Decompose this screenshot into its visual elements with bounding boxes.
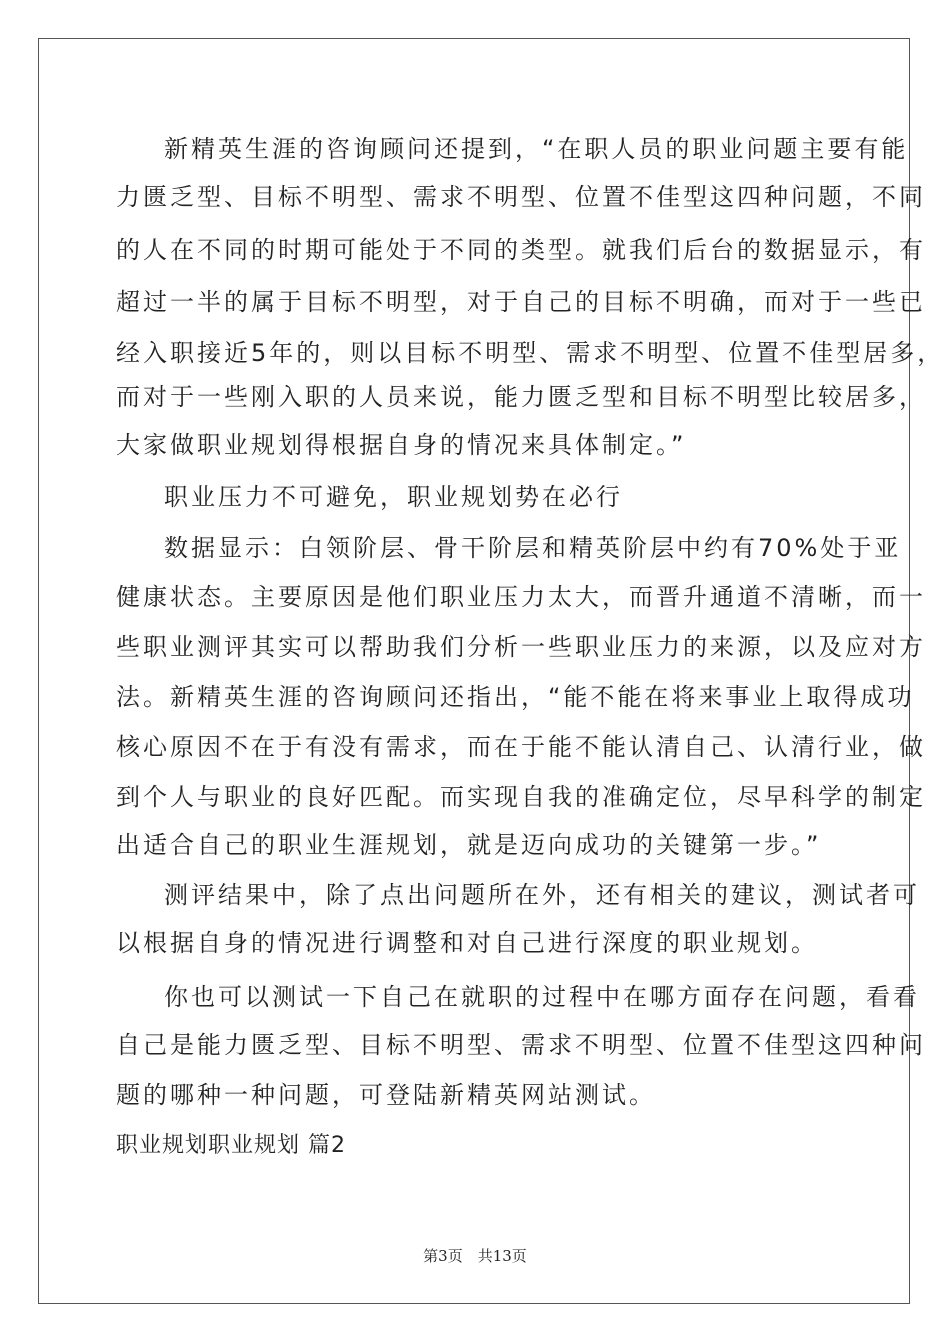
paragraph-1-line-5: 经入职接近5年的，则以目标不明型、需求不明型、位置不佳型居多， xyxy=(116,339,945,367)
paragraph-1-line-1: 新精英生涯的咨询顾问还提到，“在职人员的职业问题主要有能 xyxy=(164,135,909,163)
section-heading: 职业规划职业规划 篇2 xyxy=(116,1133,346,1158)
paragraph-1-line-2: 力匮乏型、目标不明型、需求不明型、位置不佳型这四种问题，不同 xyxy=(116,183,926,211)
paragraph-3-line-3: 些职业测评其实可以帮助我们分析一些职业压力的来源，以及应对方 xyxy=(116,633,926,661)
page-border xyxy=(38,38,910,1304)
paragraph-3-line-7: 出适合自己的职业生涯规划，就是迈向成功的关键第一步。” xyxy=(116,831,822,859)
paragraph-3-line-5: 核心原因不在于有没有需求，而在于能不能认清自己、认清行业，做 xyxy=(116,733,926,761)
paragraph-1-line-4: 超过一半的属于目标不明型，对于自己的目标不明确，而对于一些已 xyxy=(116,288,926,316)
paragraph-4-line-2: 以根据自身的情况进行调整和对自己进行深度的职业规划。 xyxy=(116,929,818,957)
paragraph-5-line-3: 题的哪种一种问题，可登陆新精英网站测试。 xyxy=(116,1081,656,1109)
paragraph-1-line-3: 的人在不同的时期可能处于不同的类型。就我们后台的数据显示，有 xyxy=(116,236,926,264)
paragraph-3-line-1: 数据显示：白领阶层、骨干阶层和精英阶层中约有70%处于亚 xyxy=(164,534,902,562)
paragraph-2-line-1: 职业压力不可避免，职业规划势在必行 xyxy=(164,483,623,511)
paragraph-3-line-4: 法。新精英生涯的咨询顾问还指出，“能不能在将来事业上取得成功 xyxy=(116,683,915,711)
paragraph-5-line-2: 自己是能力匮乏型、目标不明型、需求不明型、位置不佳型这四种问 xyxy=(116,1031,926,1059)
paragraph-3-line-2: 健康状态。主要原因是他们职业压力太大，而晋升通道不清晰，而一 xyxy=(116,583,926,611)
paragraph-1-line-6: 而对于一些刚入职的人员来说，能力匮乏型和目标不明型比较居多， xyxy=(116,383,926,411)
paragraph-4-line-1: 测评结果中，除了点出问题所在外，还有相关的建议，测试者可 xyxy=(164,881,920,909)
paragraph-5-line-1: 你也可以测试一下自己在就职的过程中在哪方面存在问题，看看 xyxy=(164,983,920,1011)
paragraph-3-line-6: 到个人与职业的良好匹配。而实现自我的准确定位，尽早科学的制定 xyxy=(116,783,926,811)
page-number: 第3页 共13页 xyxy=(423,1247,527,1265)
paragraph-1-line-7: 大家做职业规划得根据自身的情况来具体制定。” xyxy=(116,431,687,459)
